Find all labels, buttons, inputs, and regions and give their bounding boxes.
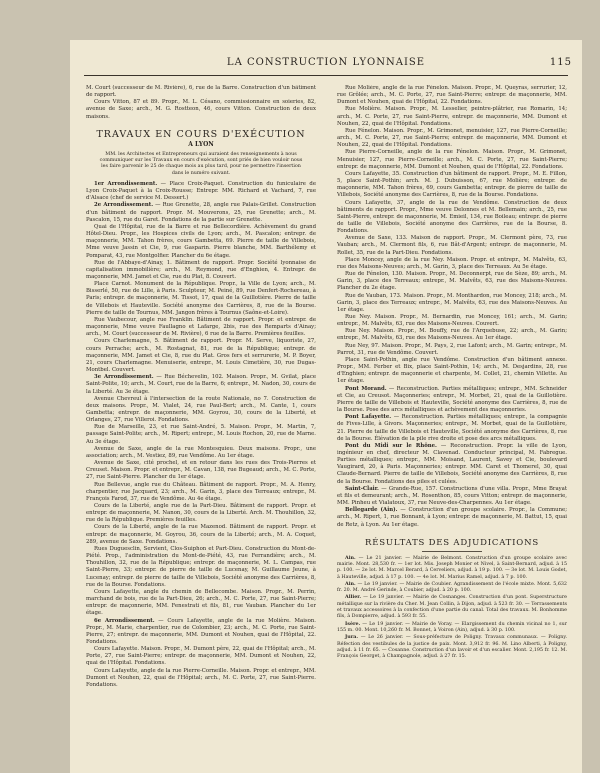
entry-paragraph — [86, 524, 316, 545]
entry-heading: Ain. — [345, 580, 356, 587]
entry-text: — Rue Béchevelin, 102. Maison. Propr., M. Gvilat, place Saint-Polite, 10; arch., M. Court, rue de la Barre, 6; entrepr., M. Nadon, 30, cours de la Liberté. Au 3e étage. — [86, 374, 316, 395]
entry-paragraph — [86, 424, 316, 445]
entry-paragraph — [86, 374, 316, 395]
entry-text: Place Carnot. Monument de la République. Propr., la Ville de Lyon; arch., M. Bisserlé, 50, rue de Lille, à Paris. Sculpteur, M. Peiné, 89, rue Denfert-Rochereau, à Paris; entrepr. de maçonnerie, M. Tissot, 17, quai de la Guillotière. Pierre de taille de Villebois et Hauteville. Société anonyme des Carrières, 8, rue de la Bourse. Pierre de taille de Tournus, MM. Jangon frères à Tournus (Saône-et-Loire). — [86, 281, 316, 316]
entry-paragraph — [86, 338, 316, 374]
entry-text: Avenue de Saxe, 133. Maison de rapport. Propr., M. Clermont père, 73, rue Vauban; arch., M. Clermont fils, 6, rue Bât-d'Argent; entrepr. de maçonnerie, M. Rollet, 35, rue de la Part-Dieu. Fondations. — [337, 235, 567, 256]
document-page — [70, 40, 582, 773]
entry-text: Rue Molière. Maison. Propr., M. Lesselier, peintre-plâtrier, rue Romarin, 14; arch., M. C. Porte, 27, rue Saint-Pierre, entrepr. de maçonnerie, MM. Dumont et Nouhen, 22, quai de l'Hôpital. Fondations. — [337, 106, 567, 127]
entry-paragraph — [337, 581, 567, 595]
entry-paragraph — [337, 149, 567, 170]
entry-paragraph — [86, 460, 316, 481]
entry-heading: Saint-Clair. — [345, 485, 379, 492]
entry-heading: 3e Arrondissement. — [94, 374, 154, 381]
entry-paragraph — [337, 621, 567, 635]
entry-paragraph — [86, 224, 316, 260]
entry-heading: Ain. — [345, 554, 356, 561]
entry-text: — Cours Lafayette, angle de la rue Molière. Maison. Propr., M. Marie, charpentier, rue de Colombier, 23; arch., M. C. Porte, rue Saint-Pierre, 27; entrepr. de maçonnerie, MM. Dumont et Nouhen, quai de l'Hôpital, 22. Fondations. — [86, 617, 316, 645]
entry-paragraph — [337, 271, 567, 292]
entry-text: Rue Pierre-Corneille, angle de la rue Fénelon. Maison. Propr., M. Grimonet, Menuisier, 127, rue Pierre-Corneille; arch., M. C. Porte, 27, rue Saint-Pierre; entrepr. de maçonnerie, MM. Dumont et Nouhen, quai de l'Hôpital, 22. Fondations. — [337, 149, 567, 170]
intro-paragraph: M. Court (successeur de M. Rivière), 6, rue de la Barre. Construction d'un bâtiment de rapport. — [86, 85, 316, 99]
entry-text: Avenue Chevreul à l'intersection de la route Nationale, no 7. Construction de deux maisons. Propr., M. Vialet, 24, rue Paul-Bert; arch., M. Cante, 1, cours Gambetta; entrepr. de maçonnerie, MM. Goyrou, 30, cours de la Liberté, et Orlanges, 27, rue Villeroi. Fondations. — [86, 395, 316, 424]
entry-paragraph — [337, 555, 567, 581]
entry-text: Rue Ney. Maison. Propr., M. Bouffy, rue de l'Arquebuse, 22; arch., M. Garin; entrepr., M. Malvêts, 63, rue des Maisons-Neuves. Au 1er étage. — [337, 328, 567, 342]
header-rule — [84, 75, 568, 76]
entry-text: Cours Lafayette, 37, angle de la rue de Vendôme. Construction de deux bâtiments de rapport. Propr., Mme veuve Delonnes et M. Bellemain; arch., 25, rue Saint-Pierre, entrepr. de maçonnerie, M. Emieil, 134, rue Boileau; entrepr. de pierre de taille de Villebois, Société anonyme des Carrières, rue de la Bourse, 8. Fondations. — [337, 199, 567, 235]
entry-text: Place Saint-Pothin, angle rue Vendôme. Construction d'un bâtiment annexe. Propr., MM. Ferber et Bix, place Saint-Pothin, 14; arch., M. Desjardins, 28, rue d'Enghien; entrepr. de maçonnerie et charpente, M. Collet, 21, chemin Villette. Au 1er étage. — [337, 356, 567, 385]
entry-text: — Le 26 janvier. — Sous-préfecture de Poligny. Travaux communaux. — Poligny. Réfection des vestibules de la justice de paix. Mont. 3,912 fr. 96. M. Lino Alberti, à Poligny, adjud. à 11 fr. 65. — Cosanne. Construction d'un lavoir et d'un escalier. Mont. 2,195 fr. 12. M. François Georget, à Champagnole, adjud. à 27 fr. 15. — [337, 635, 567, 660]
entry-text: Rue Ney, 97. Maison. Propr., M. Pays, 2, rue Lafont; arch., M. Garin; entrepr., M. Parrot, 31, rue de Vendôme. Couvert. — [337, 342, 567, 356]
entry-heading: 6e Arrondissement. — [94, 617, 155, 624]
entry-text: — Reconstruction. Parties métalliques; entrepr., la compagnie de Fives-Lille, à Givors. Maçonneries; entrepr., M. Morbet, quai de la Guillotière, 21. Pierre de taille de Villebois et Hauteville, Société anonyme des Carrières, 8, rue de la Bourse. Élévation de la pile rive droite et pose des arcs métalliques. — [337, 414, 567, 442]
entry-paragraph — [86, 317, 316, 338]
works-list-continued — [337, 85, 567, 529]
entry-text: Cours Lafayette, angle de la rue Pierre-Corneille. Maison. Propr. et entrepr., MM. Dumont et Nouhen, 22, quai de l'Hôpital; arch., M. C. Porte, 27, rue Saint-Pierre. Fondations. — [86, 667, 316, 688]
entry-text: Rue de Vauban, 173. Maison. Propr., M. Monthardon, rue Moncey, 218; arch., M. Garin, 3, place des Terreaux; entrepr., M. Malvêts, 63, rue des Maisons-Neuves. Au 1er étage. — [337, 292, 567, 313]
entry-text: — Le 21 janvier. — Mairie de Belmont. Construction d'un groupe scolaire avec mairie. Mont. 28,530 fr. — 1er lot. Mis. Joseph Monier et Nivel, à Saint-Bernard, adjud. à 15 p. 100. — 2e lot. M. Marcel Berard, à Cerveliers, adjud. à 19 p. 100. — 3e lot. M. Louis Godet, à Hauteville, adjud. à 17 p. 100. — 4e lot. M. Marius Ramel, adjud. à 7 p. 100. — [337, 555, 567, 580]
entry-heading: Pont du Midi sur le Rhône. — [345, 442, 437, 449]
entry-text: Place Moncey, angle de la rue Ney. Maison. Propr. et entrepr., M. Malvêts, 63, rue des Maisons-Neuves; arch., M. Garin, 3, place des Terreaux. Au 5e étage. — [337, 256, 567, 270]
section-note: MM. les Architectes et Entrepreneurs qui auraient des renseignements à nous communiquer sur les Travaux en cours d'exécution, sont priés de bien vouloir nous les faire parvenir le 25 de chaque mois au plus tard, pour ne permettre l'insertion dans le numéro suivant. — [99, 151, 303, 176]
entry-paragraph — [86, 646, 316, 667]
entry-text: Cours de la Liberté, angle rue de la Part-Dieu. Bâtiment de rapport. Propr. et entrepr. de maçonnerie, M. Nanon, 30, cours de la Liberté. Arch. M. Thouhillon, 32, rue de la République. Premières feuilles. — [86, 503, 316, 524]
entry-paragraph — [86, 482, 316, 503]
entry-paragraph — [86, 202, 316, 223]
entry-heading: 2e Arrondissement. — [94, 202, 154, 209]
page-number: 115 — [549, 57, 572, 68]
section-subtitle: A LYON — [188, 140, 214, 148]
entry-paragraph — [337, 257, 567, 271]
entry-text: Cours Lafayette, angle du chemin de Bellecombe. Maison. Propr., M. Perrin, marchand de bois, rue de la Part-Dieu, 26; arch., M. C. Porte, 27, rue Saint-Pierre; entrepr. de maçonnerie, MM. Fenestrati et fils, 81, rue Vauban. Plancher du 1er étage. — [86, 588, 316, 617]
section-title: TRAVAUX EN COURS D'EXÉCUTION — [96, 128, 306, 140]
entry-text: Rue Vaubecour, angle rue Franklin. Bâtiment de rapport. Propr. et entrepr. de maçonnerie, Mme veuve Faullagno et Lafarge, 2bis, rue des Remparts d'Ainay; arch., M. Court (successeur de M. Rivière), 6 rue de la Barre. Premières feuilles. — [86, 316, 316, 338]
entry-text: Avenue de Saxe, angle de la rue Montesquieu. Deux maisons. Propr., une association; arch., M. Vestiez, 89, rue Vendôme. Au 1er étage. — [86, 445, 316, 459]
entry-text: — Place Croix-Paquet. Construction du funiculaire de Lyon Croix-Paquet à la Croix-Rousse; Entrepr. MM. Richard et Vachard, 7, rue d'Alsace (chef de service M. Dessert.) — [86, 180, 316, 202]
entry-text: — Construction d'un groupe scolaire. Propr., la Commune; arch., M. Ripert, 1, rue Bonnant, à Lyon; entrepr. de maçonnerie, M. Battut, 15, quai de Retz, à Lyon. Au 1er étage. — [337, 507, 567, 528]
entry-paragraph — [337, 386, 567, 415]
entry-paragraph — [86, 546, 316, 589]
entry-text: Rues Duguesclin, Servient, Clos-Suiphon et Part-Dieu. Construction du Mont-de-Piété. Prop., l'administration du Mont-de-Piété, 43, rue Ferrandière; arch., M. Thouhillon, 32, rue de la République; entrepr. de maçonnerie, M. L. Campas, rue Saint-Pierre, 33; entrepr. de pierre de taille de Lucenay, M. Guillaume Jeune, à Lucenay; entrepr. de pierre de taille de Villebois, Société anonyme des Carrières, 8, rue de la Bourse. Fondations. — [86, 545, 316, 588]
entry-paragraph — [337, 128, 567, 149]
entry-heading: Isère. — [345, 620, 361, 627]
entry-paragraph — [86, 260, 316, 281]
results-rule — [422, 551, 482, 552]
entry-paragraph — [337, 328, 567, 342]
entry-text: — Rue Grenette, 28, angle rue Palais-Grillet. Construction d'un bâtiment de rapport. Propr. M. Mouverons, 25, rue Grenette; arch., M. Pascalon, 15, rue du Garet. Fondations de la partie sur Grenette. — [86, 202, 316, 223]
entry-text: — Le 19 janvier. — Mairie de Voray. — Elargissement du chemin vicinal no 1, sur 155 m. 00. Mont. 10,260 fr. M. Bonnet, à Voiron (Ain), adjud. à 30 p. 100. — [337, 621, 567, 633]
left-column — [86, 85, 316, 765]
entry-heading: Jura. — [345, 634, 359, 641]
entry-text: Rue Ney. Maison. Propr., M. Bernardin, rue Moncey, 161; arch., M. Garin; entrepr., M. Malvêts, 63, rue des Maisons-Neuves. Couvert. — [337, 314, 567, 328]
entry-paragraph — [337, 357, 567, 386]
entry-heading: 1er Arrondissement. — [94, 180, 158, 187]
entry-heading: Pont Morand. — [345, 385, 387, 392]
entry-paragraph — [337, 486, 567, 507]
entry-paragraph — [337, 85, 567, 106]
results-title: RÉSULTATS DES ADJUDICATIONS — [365, 537, 539, 548]
entry-text: Cours Charlemagne, 5. Bâtiment de rapport. Propr. M. Serve, liquoriste, 27, cours Perrache; arch., M. Rostagnat, 81, rue de la République; entrepr. de maçonnerie, MM. Jamet et Cie, 8, rue du Plat. Gros fers et serrurerie, M. P. Boyer, 21, cours Charlemagne. Menuiserie, entrepr., M. Louis Cimetière, 30, rue Dugas-Montbel. Couvert. — [86, 338, 316, 374]
entry-paragraph — [337, 594, 567, 620]
entry-text: — Grande-Rue, 157. Constructions d'une villa. Propr., Mme Brayat et fils et demeurant; arch., M. Rosenthon, 85, cours Vitton; entrepr. de maçonnerie, MM. Pinheu et Vialatoux, 37, rue Neuve-des-Charpennes. Au 1er étage. — [337, 485, 567, 507]
entry-heading: Allier. — [345, 594, 361, 601]
entry-paragraph — [86, 618, 316, 647]
entry-paragraph — [337, 200, 567, 236]
entry-text: Quai de l'Hôpital, rue de la Barre et rue Bellecordière. Achèvement du grand Hôtel-Dieu. Propr., les Hospices civils de Lyon; arch., M. Pascalon; entrepr. de maçonnerie, MM. Tahon frères, cours Gambetta, 69. Pierre de taille de Villebois, Mme veuve Jassin et Cie, 9, rue Gasparin. Pierre blanche, MM. Barthélemy et Pomparat, 43, rue Montgolfier. Plancher du 6e étage. — [86, 223, 316, 259]
entry-text: — Reconstruction. Propr. la ville de Lyon, ingénieur en chef, directeur M. Clavenad. Conducteur principal, M. Fabregue. Parties métalliques; entrepr., MM. Moisand, Laurent, Savey et Cie, boulevard Vaugirard, 20, à Paris. Maçonneries; entrepr. MM. Caret et Thomerel, 30, quai Claude-Bernard. Pierre de taille de Villebois, Société anonyme des Carrières, 8, rue de la Bourse. Fondations des piles et culées. — [337, 442, 567, 485]
entry-heading: Pont Lafayette. — [345, 414, 392, 421]
entry-text: Rue Molière, angle de la rue Fénelon. Maison. Propr., M. Queyras, serrurier, 12, rue Grôlée; arch., M. C. Porte, 27, rue Saint-Pierre; entrepr. de maçonnerie, MM. Dumont et Nouhen, quai de l'Hôpital, 22. Fondations. — [337, 85, 567, 106]
entry-paragraph — [86, 503, 316, 524]
entry-paragraph — [86, 446, 316, 460]
entry-text: Avenue de Saxe, cité prochel, et en retour dans les rues des Trois-Pierres et Creuset. Maison. Propr. et entrepr., M. Cavan, 138, rue Bugeaud; arch., M. C. Porte, 27, rue Saint-Pierre. Plancher du 1er étage. — [86, 460, 316, 481]
entry-paragraph — [337, 343, 567, 357]
entry-paragraph — [337, 634, 567, 660]
entry-paragraph — [337, 443, 567, 486]
entry-text: Rue de l'Abbaye-d'Ainay, 1. Bâtiment de rapport. Propr. Société lyonnaise de capitalisation immobilière; arch., M. Reymond, rue d'Enghien, 4. Entrepr. de maçonnerie, MM. Jamet et Cie, rue du Plat, 8. Couvert. — [86, 259, 316, 280]
results-list — [337, 555, 567, 661]
intro-paragraphs — [86, 85, 316, 121]
entry-text: — Reconstruction. Parties métalliques; entrepr., MM. Schneider et Cie, au Creusot. Maçonneries; entrepr., M. Morbet, 21, quai de la Guillotière. Pierre de taille de Villebois et Hauteville, Société anonyme des Carrières, 8, rue de la Bourse. Pose des arcs métalliques et achèvement des maçonneries. — [337, 385, 567, 414]
entry-text: Rue Fénelon. Maison. Propr., M. Grimonet, menuisier, 127, rue Pierre-Corneille; arch., M. C. Porte, 27, rue Saint-Pierre; entrepr. de maçonnerie, MM. Dumont et Nouhen, 22, quai de l'Hôpital. Fondations. — [337, 127, 567, 149]
entry-paragraph — [337, 507, 567, 528]
entry-paragraph — [337, 293, 567, 314]
entry-text: Cours Lafayette, 35. Construction d'un bâtiment de rapport. Propr., M. E. Fillon, 5, place Saint-Pothin; arch. M. J. Dubuisson, 67, rue Molière; entrepr. de maçonnerie, MM. Tahon frères, 69, cours Gambetta; entrepr. de pierre de taille de Villebois, Société anonyme des Carrières, 8, rue de la Bourse. Fondations. — [337, 170, 567, 199]
right-column — [337, 85, 567, 765]
entry-paragraph — [86, 181, 316, 202]
entry-paragraph — [86, 396, 316, 425]
entry-text: Rue de Marseille, 23, et rue Saint-André, 5. Maison. Propr., M. Martin, 7, passage Saint-Polite; arch., M. Ripert; entrepr., M. Louis Rochon, 20, rue de Marne. Au 3e étage. — [86, 424, 316, 445]
entry-paragraph — [86, 281, 316, 317]
entry-text: Rue Bellevue, angle rue du Château. Bâtiment de rapport. Propr., M. A. Henry, charpentier, rue Jacquard, 23; arch., M. Garin, 3, place des Terreaux; entrepr., M. François Farod, 37, rue de Vendôme. Au 4e étage. — [86, 481, 316, 502]
entry-paragraph — [86, 589, 316, 618]
entry-text: Cours Lafayette. Maison. Propr., M. Dumont père, 22, quai de l'Hôpital; arch., M. Porte, 27, rue Saint-Pierre; entrepr. de maçonnerie, MM. Dumont et Nouhen, 22, quai de l'Hôpital. Fondations. — [86, 646, 316, 667]
entry-paragraph — [86, 668, 316, 689]
entry-text: — Le 19 janvier. — Mairie de Cosnanges. Construction d'un pont. Superstructure métallique sur la rivière du Cher. M. Jean Collin, à Dijon, adjud. à 523 fr. 30. — Terrassements et travaux accessoires à la confection d'une partie du canal. Total des travaux. M. Bonhomme fils, à Dompierre, adjud. à 593 fr. 55. — [337, 595, 567, 620]
journal-title: LA CONSTRUCTION LYONNAISE — [226, 57, 426, 68]
entry-paragraph — [337, 235, 567, 256]
entry-text: Cours de la Liberté, angle de la rue Mazenod. Bâtiment de rapport. Propr. et entrepr. de maçonnerie, M. Goyrou, 36, cours de la Liberté; arch., M. A. Coquet, 289, avenue de Saxe. Fondations. — [86, 524, 316, 545]
entry-paragraph — [337, 171, 567, 200]
entry-paragraph — [337, 414, 567, 443]
entry-text: Rue de Fénelon, 130. Maison. Propr., M. Deconnerpt, rue de Sèze, 89; arch., M. Garin, 3, place des Terreaux; entrepr., M. Malvêts, 63, rue des Maisons-Neuves. Plancher du 2e étage. — [337, 271, 567, 292]
entry-text: — Le 19 janvier. — Mairie de Coubier. Agrandissement de l'école mixte. Mont. 5,632 fr. 20. M. André Gerinde, à Coubier, adjud. à 20 p. 100. — [337, 581, 567, 594]
works-list — [86, 181, 316, 689]
entry-paragraph — [337, 314, 567, 328]
intro-paragraph: Cours Vitton, 87 et 89. Propr., M. L. Césano, commissionnaire en soieries, 82, avenue de Saxe; arch., M. G. Rostteon, 46, cours Vitton. Construction de deux maisons. — [86, 99, 316, 120]
entry-paragraph — [337, 106, 567, 127]
entry-heading: Bellegarde (Ain). — [345, 507, 398, 514]
